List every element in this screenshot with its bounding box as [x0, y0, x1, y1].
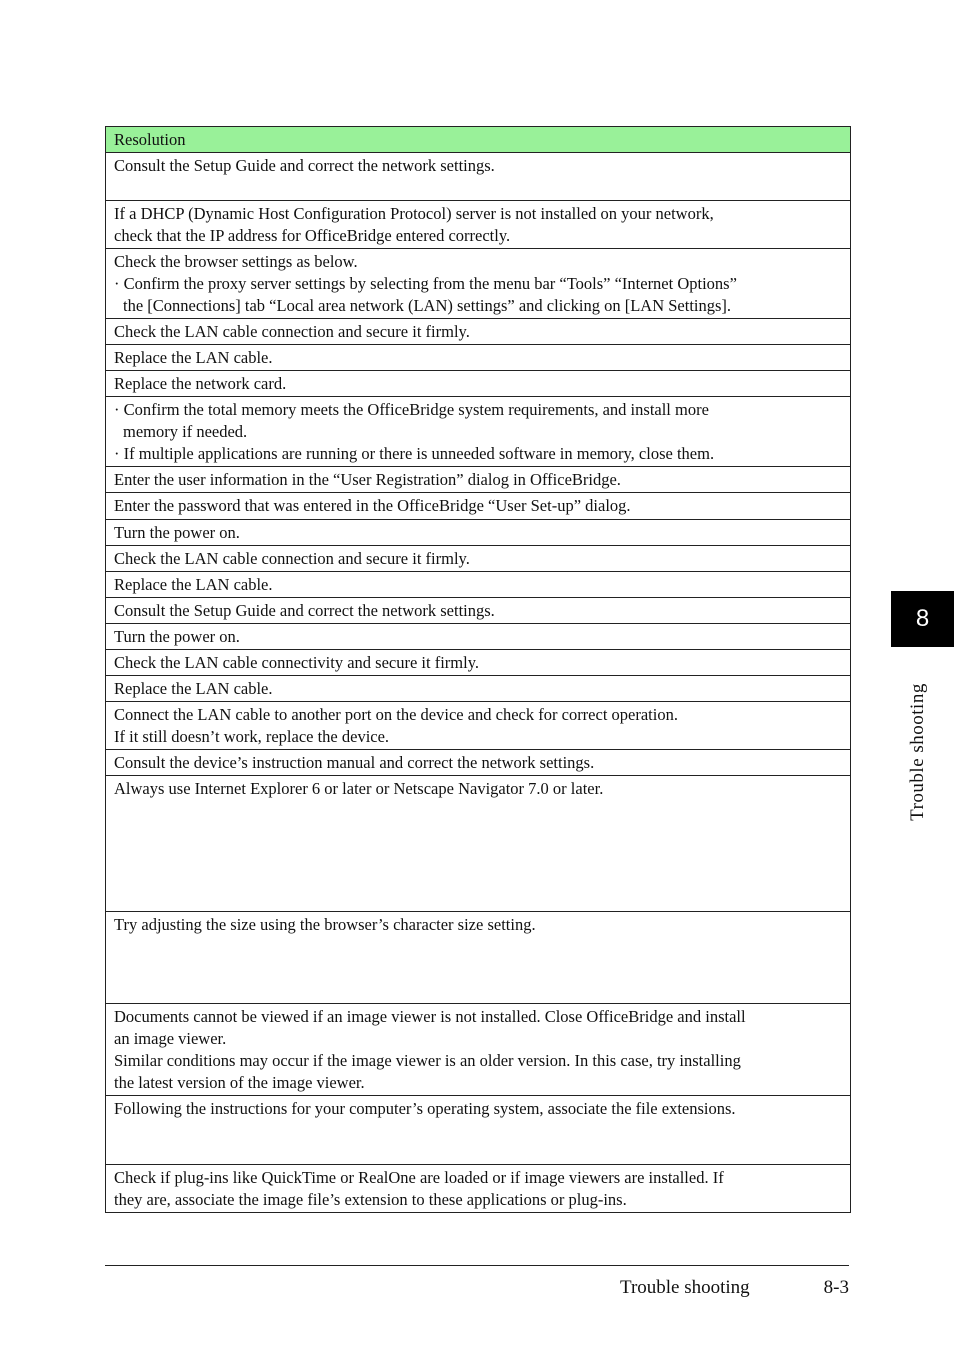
resolution-line: If a DHCP (Dynamic Host Configuration Protocol) server is not installed on your network,: [114, 204, 714, 223]
resolution-cell: [106, 249, 851, 319]
table-header-row: [106, 127, 851, 153]
table-row: [106, 1004, 851, 1096]
chapter-number: 8: [915, 605, 930, 632]
resolution-cell: [106, 624, 851, 650]
resolution-line: Similar conditions may occur if the image viewer is an older version. In this case, try installing: [114, 1051, 741, 1070]
table-row: [106, 676, 851, 702]
table-row: [106, 345, 851, 371]
resolution-line: Consult the Setup Guide and correct the network settings.: [114, 156, 495, 175]
resolution-cell: [106, 319, 851, 345]
resolution-cell: [106, 1096, 851, 1165]
resolution-cell: [106, 702, 851, 750]
resolution-cell: [106, 676, 851, 702]
resolution-line: Check the LAN cable connectivity and secure it firmly.: [114, 653, 480, 672]
table-row: [106, 1096, 851, 1165]
resolution-line: Replace the network card.: [114, 374, 287, 393]
resolution-cell: [106, 776, 851, 912]
table-row: [106, 319, 851, 345]
resolution-line: If it still doesn’t work, replace the device.: [114, 727, 390, 746]
table-row: [106, 371, 851, 397]
resolution-cell: [106, 572, 851, 598]
resolution-line: Check the LAN cable connection and secure it firmly.: [114, 322, 470, 341]
resolution-cell: [106, 598, 851, 624]
resolution-cell: [106, 345, 851, 371]
table-row: [106, 546, 851, 572]
table-row: [106, 1165, 851, 1213]
resolution-line: memory if needed.: [123, 422, 248, 441]
footer-page-number: 8-3: [823, 1277, 849, 1298]
resolution-line: Documents cannot be viewed if an image viewer is not installed. Close OfficeBridge and install: [114, 1007, 746, 1026]
resolution-line: · Confirm the proxy server settings by selecting from the menu bar “Tools” “Internet Options”: [114, 274, 737, 293]
resolution-cell: [106, 1004, 851, 1096]
resolution-line: Consult the device’s instruction manual and correct the network settings.: [114, 753, 595, 772]
resolution-cell: [106, 520, 851, 546]
resolution-cell: [106, 650, 851, 676]
resolution-line: Try adjusting the size using the browser’s character size setting.: [114, 915, 536, 934]
resolution-cell: [106, 371, 851, 397]
resolution-line: Following the instructions for your computer’s operating system, associate the file extensions.: [114, 1099, 736, 1118]
resolution-line: check that the IP address for OfficeBridge entered correctly.: [114, 226, 511, 245]
table-row: [106, 572, 851, 598]
table-row: [106, 650, 851, 676]
table-row: [106, 397, 851, 467]
resolution-cell: [106, 467, 851, 493]
resolution-cell: [106, 153, 851, 201]
resolution-line: they are, associate the image file’s extension to these applications or plug-ins.: [114, 1190, 627, 1209]
table-row: [106, 776, 851, 912]
table-row: [106, 520, 851, 546]
resolution-line: Enter the user information in the “User Registration” dialog in OfficeBridge.: [114, 470, 621, 489]
chapter-tab: [891, 591, 954, 647]
resolution-cell: [106, 912, 851, 1004]
resolution-line: · Confirm the total memory meets the OfficeBridge system requirements, and install more: [114, 400, 709, 419]
resolution-line: Connect the LAN cable to another port on the device and check for correct operation.: [114, 705, 678, 724]
resolution-line: Turn the power on.: [114, 627, 240, 646]
resolution-line: Check the browser settings as below.: [114, 252, 358, 271]
table-row: [106, 702, 851, 750]
resolution-line: · If multiple applications are running or there is unneeded software in memory, close them.: [114, 444, 715, 463]
resolution-table: [105, 126, 851, 1213]
resolution-line: Replace the LAN cable.: [114, 575, 273, 594]
table-row: [106, 624, 851, 650]
table-row: [106, 249, 851, 319]
footer-divider: [105, 1265, 849, 1266]
table-row: [106, 493, 851, 520]
resolution-line: the latest version of the image viewer.: [114, 1073, 365, 1092]
resolution-table-body: [106, 127, 851, 1213]
footer-title: [620, 1277, 790, 1299]
footer-title-text: Trouble shooting: [620, 1277, 750, 1298]
resolution-line: Always use Internet Explorer 6 or later or Netscape Navigator 7.0 or later.: [114, 779, 604, 798]
resolution-line: Enter the password that was entered in the OfficeBridge “User Set-up” dialog.: [114, 496, 631, 515]
table-row: [106, 153, 851, 201]
resolution-line: Check if plug-ins like QuickTime or RealOne are loaded or if image viewers are installed. If: [114, 1168, 724, 1187]
resolution-cell: [106, 493, 851, 520]
table-row: [106, 467, 851, 493]
resolution-line: Replace the LAN cable.: [114, 679, 273, 698]
resolution-line: the [Connections] tab “Local area network (LAN) settings” and clicking on [LAN Settings].: [123, 296, 732, 315]
resolution-cell: [106, 750, 851, 776]
resolution-cell: [106, 546, 851, 572]
resolution-line: Turn the power on.: [114, 523, 240, 542]
resolution-line: Consult the Setup Guide and correct the network settings.: [114, 601, 495, 620]
table-row: [106, 750, 851, 776]
table-row: [106, 201, 851, 249]
chapter-side-label: Trouble shooting: [907, 683, 928, 821]
table-row: [106, 598, 851, 624]
resolution-line: Replace the LAN cable.: [114, 348, 273, 367]
resolution-cell: [106, 1165, 851, 1213]
resolution-cell: [106, 397, 851, 467]
table-header-cell: Resolution: [106, 127, 851, 153]
resolution-line: an image viewer.: [114, 1029, 227, 1048]
resolution-line: Check the LAN cable connection and secure it firmly.: [114, 549, 470, 568]
resolution-cell: [106, 201, 851, 249]
table-row: [106, 912, 851, 1004]
